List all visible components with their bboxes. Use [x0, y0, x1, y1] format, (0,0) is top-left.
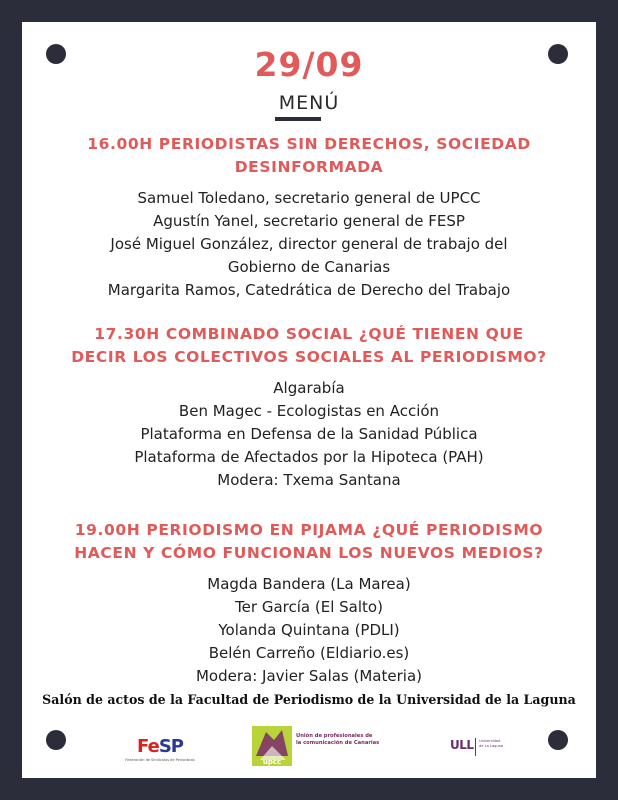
section-title-line: HACEN Y CÓMO FUNCIONAN LOS NUEVOS MEDIOS?	[74, 544, 544, 562]
fesp-logo	[125, 736, 195, 762]
speaker-line: Samuel Toledano, secretario general de UPCC	[137, 189, 481, 207]
fesp-subtitle: Federación de Sindicatos de Periodistas	[125, 758, 195, 762]
logo-strip	[22, 722, 596, 772]
upcc-line: Unión de profesionales de	[296, 733, 373, 739]
participant-line: Plataforma en Defensa de la Sanidad Pública	[140, 425, 478, 443]
ull-line: Universidad	[479, 739, 501, 743]
section-1600	[22, 133, 596, 302]
poster-card	[22, 22, 596, 778]
speaker-line: Margarita Ramos, Catedrática de Derecho del Trabajo	[107, 281, 511, 299]
participant-line: Algarabía	[273, 379, 345, 397]
speaker-line: Agustín Yanel, secretario general de FESP	[153, 212, 465, 230]
moderator-line: Modera: Txema Santana	[217, 471, 401, 489]
fesp-wordmark	[125, 736, 195, 757]
fesp-mark-sp: SP	[158, 736, 183, 757]
upcc-emblem-icon	[252, 726, 292, 766]
participant-line: Yolanda Quintana (PDLI)	[218, 621, 400, 639]
section-title-line: DESINFORMADA	[234, 158, 384, 176]
section-title	[22, 519, 596, 565]
section-title-line: 17.30H COMBINADO SOCIAL ¿QUÉ TIENEN QUE	[94, 325, 524, 343]
ull-logo	[450, 736, 540, 760]
participant-line: Ter García (El Salto)	[235, 598, 383, 616]
section-title	[22, 323, 596, 369]
venue-text: Salón de actos de la Facultad de Periodismo de la Universidad de la Laguna	[42, 692, 576, 707]
participant-line: Belén Carreño (Eldiario.es)	[208, 644, 410, 662]
participant-line: Ben Magec - Ecologistas en Acción	[178, 402, 440, 420]
ull-line: de La Laguna	[479, 744, 504, 748]
participant-line: Magda Bandera (La Marea)	[207, 575, 411, 593]
ull-wordmark: ULL	[450, 738, 474, 752]
section-title-line: 19.00H PERIODISMO EN PIJAMA ¿QUÉ PERIODISMO	[74, 521, 544, 539]
upcc-line: la comunicación de Canarias	[296, 740, 380, 746]
upcc-text	[296, 733, 379, 747]
upcc-badge-text: upcc	[262, 758, 282, 766]
ull-divider	[475, 738, 476, 756]
upcc-logo	[252, 726, 392, 766]
section-1730	[22, 323, 596, 492]
menu-underline	[275, 117, 321, 121]
moderator-line: Modera: Javier Salas (Materia)	[195, 667, 422, 685]
speaker-line: José Miguel González, director general de trabajo del	[110, 235, 508, 253]
participant-line: Plataforma de Afectados por la Hipoteca (PAH)	[134, 448, 484, 466]
speaker-line: Gobierno de Canarias	[227, 258, 391, 276]
section-title-line: 16.00H PERIODISTAS SIN DERECHOS, SOCIEDAD	[87, 135, 531, 153]
fesp-mark-fe: Fe	[137, 736, 159, 757]
section-1900	[22, 519, 596, 688]
section-title-line: DECIR LOS COLECTIVOS SOCIALES AL PERIODISMO?	[71, 348, 547, 366]
event-date: 29/09	[254, 45, 364, 84]
section-title	[22, 133, 596, 179]
ull-text	[479, 739, 503, 749]
menu-heading: MENÚ	[278, 92, 340, 114]
